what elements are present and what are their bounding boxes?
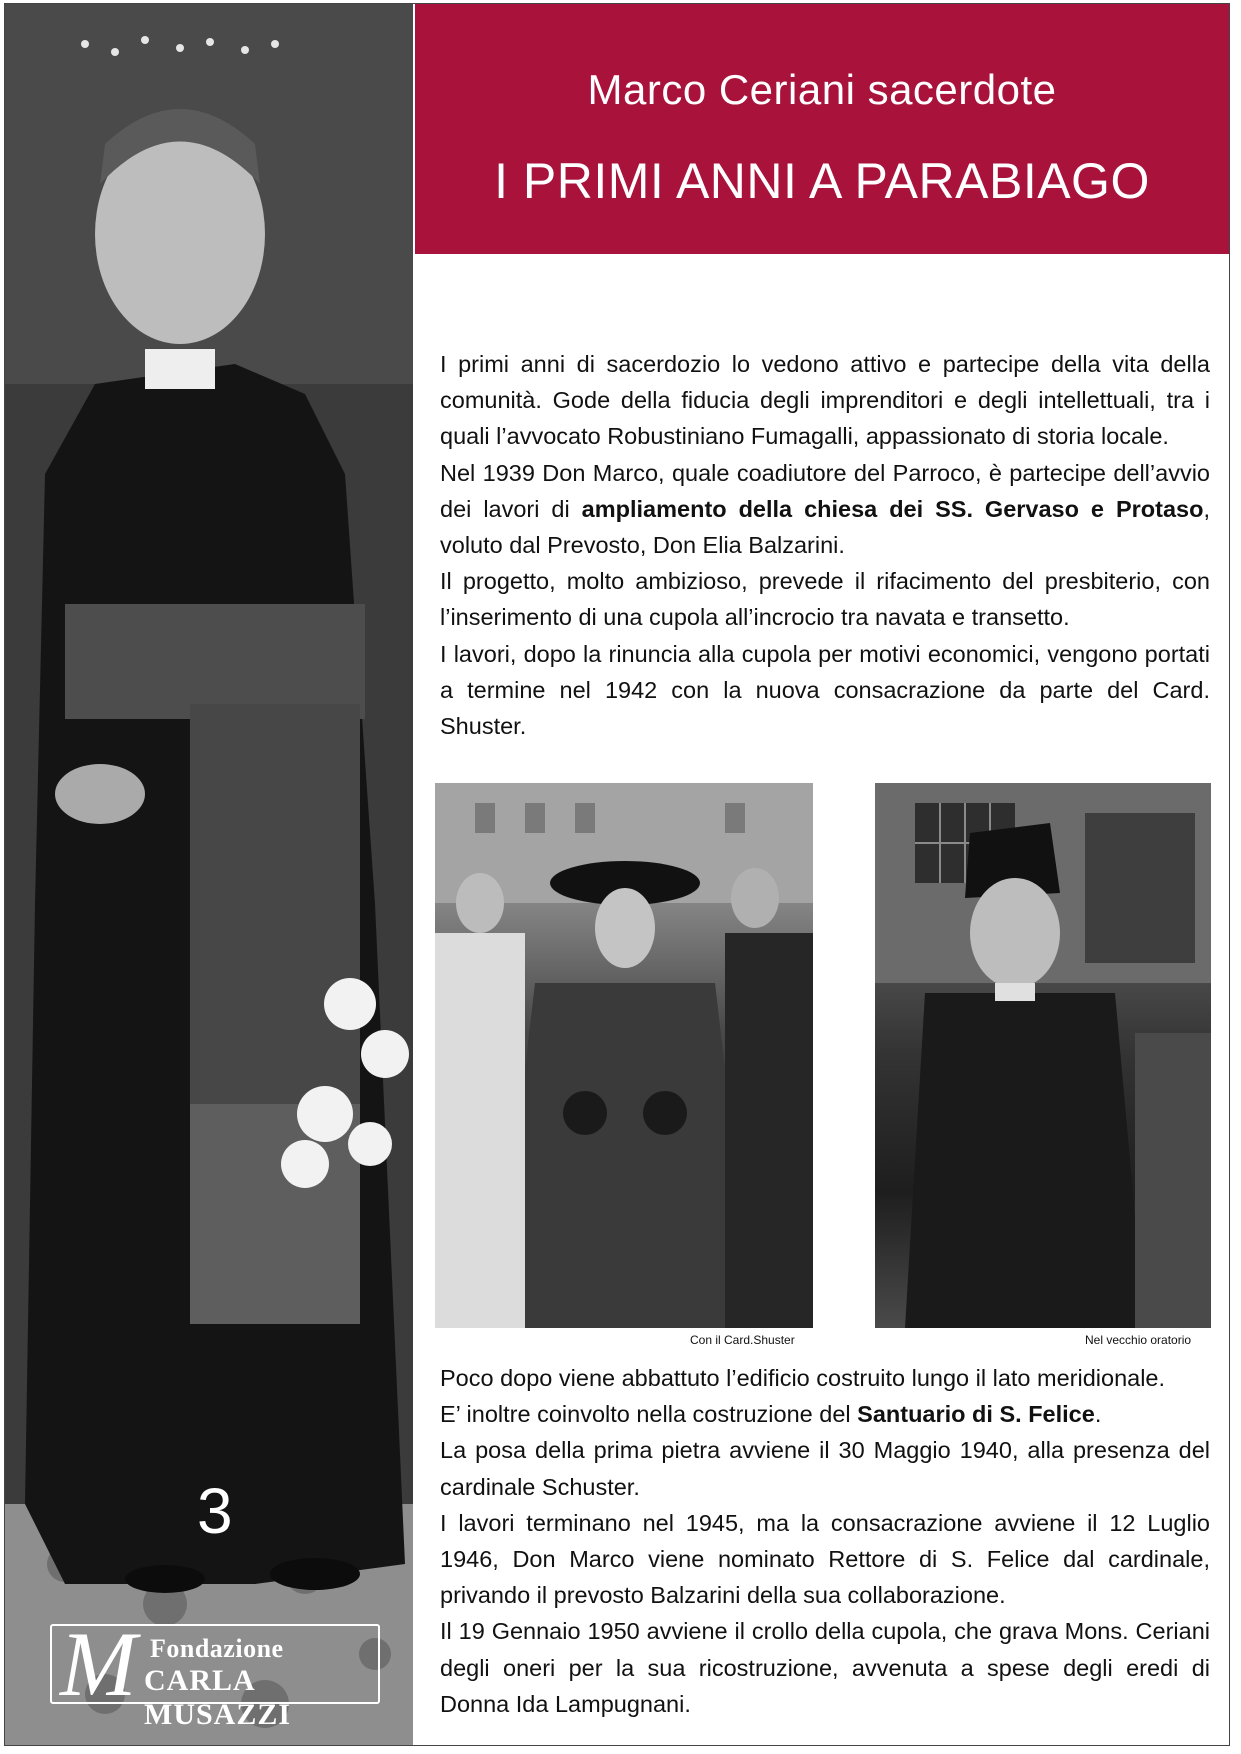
page-title: I PRIMI ANNI A PARABIAGO	[494, 153, 1150, 209]
logo-line-1: Fondazione	[150, 1634, 284, 1663]
outro-p2-highlight: Santuario di S. Felice	[857, 1401, 1095, 1428]
logo-monogram: M	[60, 1613, 137, 1715]
title-banner	[415, 4, 1229, 254]
intro-paragraph-4: I lavori, dopo la rinuncia alla cupola per motivi economici, vengono portati a termine nel 1942 con la nuova consacrazione da parte del Card. Shuster.	[440, 640, 1210, 740]
intro-p2-tail: , voluto dal Prevosto, Don Elia Balzarini.	[440, 495, 1210, 559]
outro-paragraph-2	[440, 1396, 1210, 1432]
outro-paragraph-3: La posa della prima pietra avviene il 30 Maggio 1940, alla presenza del cardinale Schuster.	[440, 1437, 1210, 1500]
outro-text	[440, 1360, 1210, 1722]
photo-cardinal-shuster	[435, 783, 813, 1328]
intro-paragraph-3: Il progetto, molto ambizioso, prevede il rifacimento del presbiterio, con l’inserimento di una cupola all’incrocio tra navata e transetto.	[440, 568, 1210, 631]
foundation-logo	[50, 1613, 380, 1731]
page-subtitle: Marco Ceriani sacerdote	[587, 66, 1057, 113]
outro-paragraph-1: Poco dopo viene abbattuto l’edificio costruito lungo il lato meridionale.	[440, 1365, 1166, 1391]
outro-paragraph-4: I lavori terminano nel 1945, ma la consacrazione avviene il 12 Luglio 1946, Don Marco viene nominato Rettore di S. Felice dal cardinale, privando il prevosto Balzarini della sua collaborazione.	[440, 1509, 1210, 1609]
portrait-photo	[5, 4, 413, 1745]
intro-paragraph-1: I primi anni di sacerdozio lo vedono attivo e partecipe della vita della comunità. Gode della fiducia degli imprenditori e degli intellettuali, tra i quali l’avvocato Robustiniano Fumagalli, appassionato di storia locale.	[440, 351, 1210, 450]
photo-caption-2: Nel vecchio oratorio	[1085, 1333, 1192, 1347]
intro-p2-text: Nel 1939 Don Marco, quale coadiutore del Parroco, è partecipe dell’avvio dei lavori di	[440, 459, 1210, 522]
page-number: 3	[197, 1475, 233, 1547]
outro-p2-text: E’ inoltre coinvolto nella costruzione del	[440, 1401, 858, 1428]
logo-line-2: CARLA MUSAZZI	[144, 1664, 292, 1731]
intro-paragraph-2	[440, 455, 1210, 564]
photo-caption-1: Con il Card.Shuster	[690, 1333, 795, 1347]
outro-p2-tail: .	[1094, 1401, 1102, 1428]
intro-text	[440, 346, 1210, 744]
photo-old-oratory	[875, 783, 1211, 1328]
outro-paragraph-5: Il 19 Gennaio 1950 avviene il crollo della cupola, che grava Mons. Ceriani degli oneri per la sua ricostruzione, avvenuta a spese degli eredi di Donna Ida Lampugnani.	[440, 1618, 1210, 1717]
intro-p2-highlight: ampliamento della chiesa dei SS. Gervaso e Protaso	[581, 495, 1204, 522]
